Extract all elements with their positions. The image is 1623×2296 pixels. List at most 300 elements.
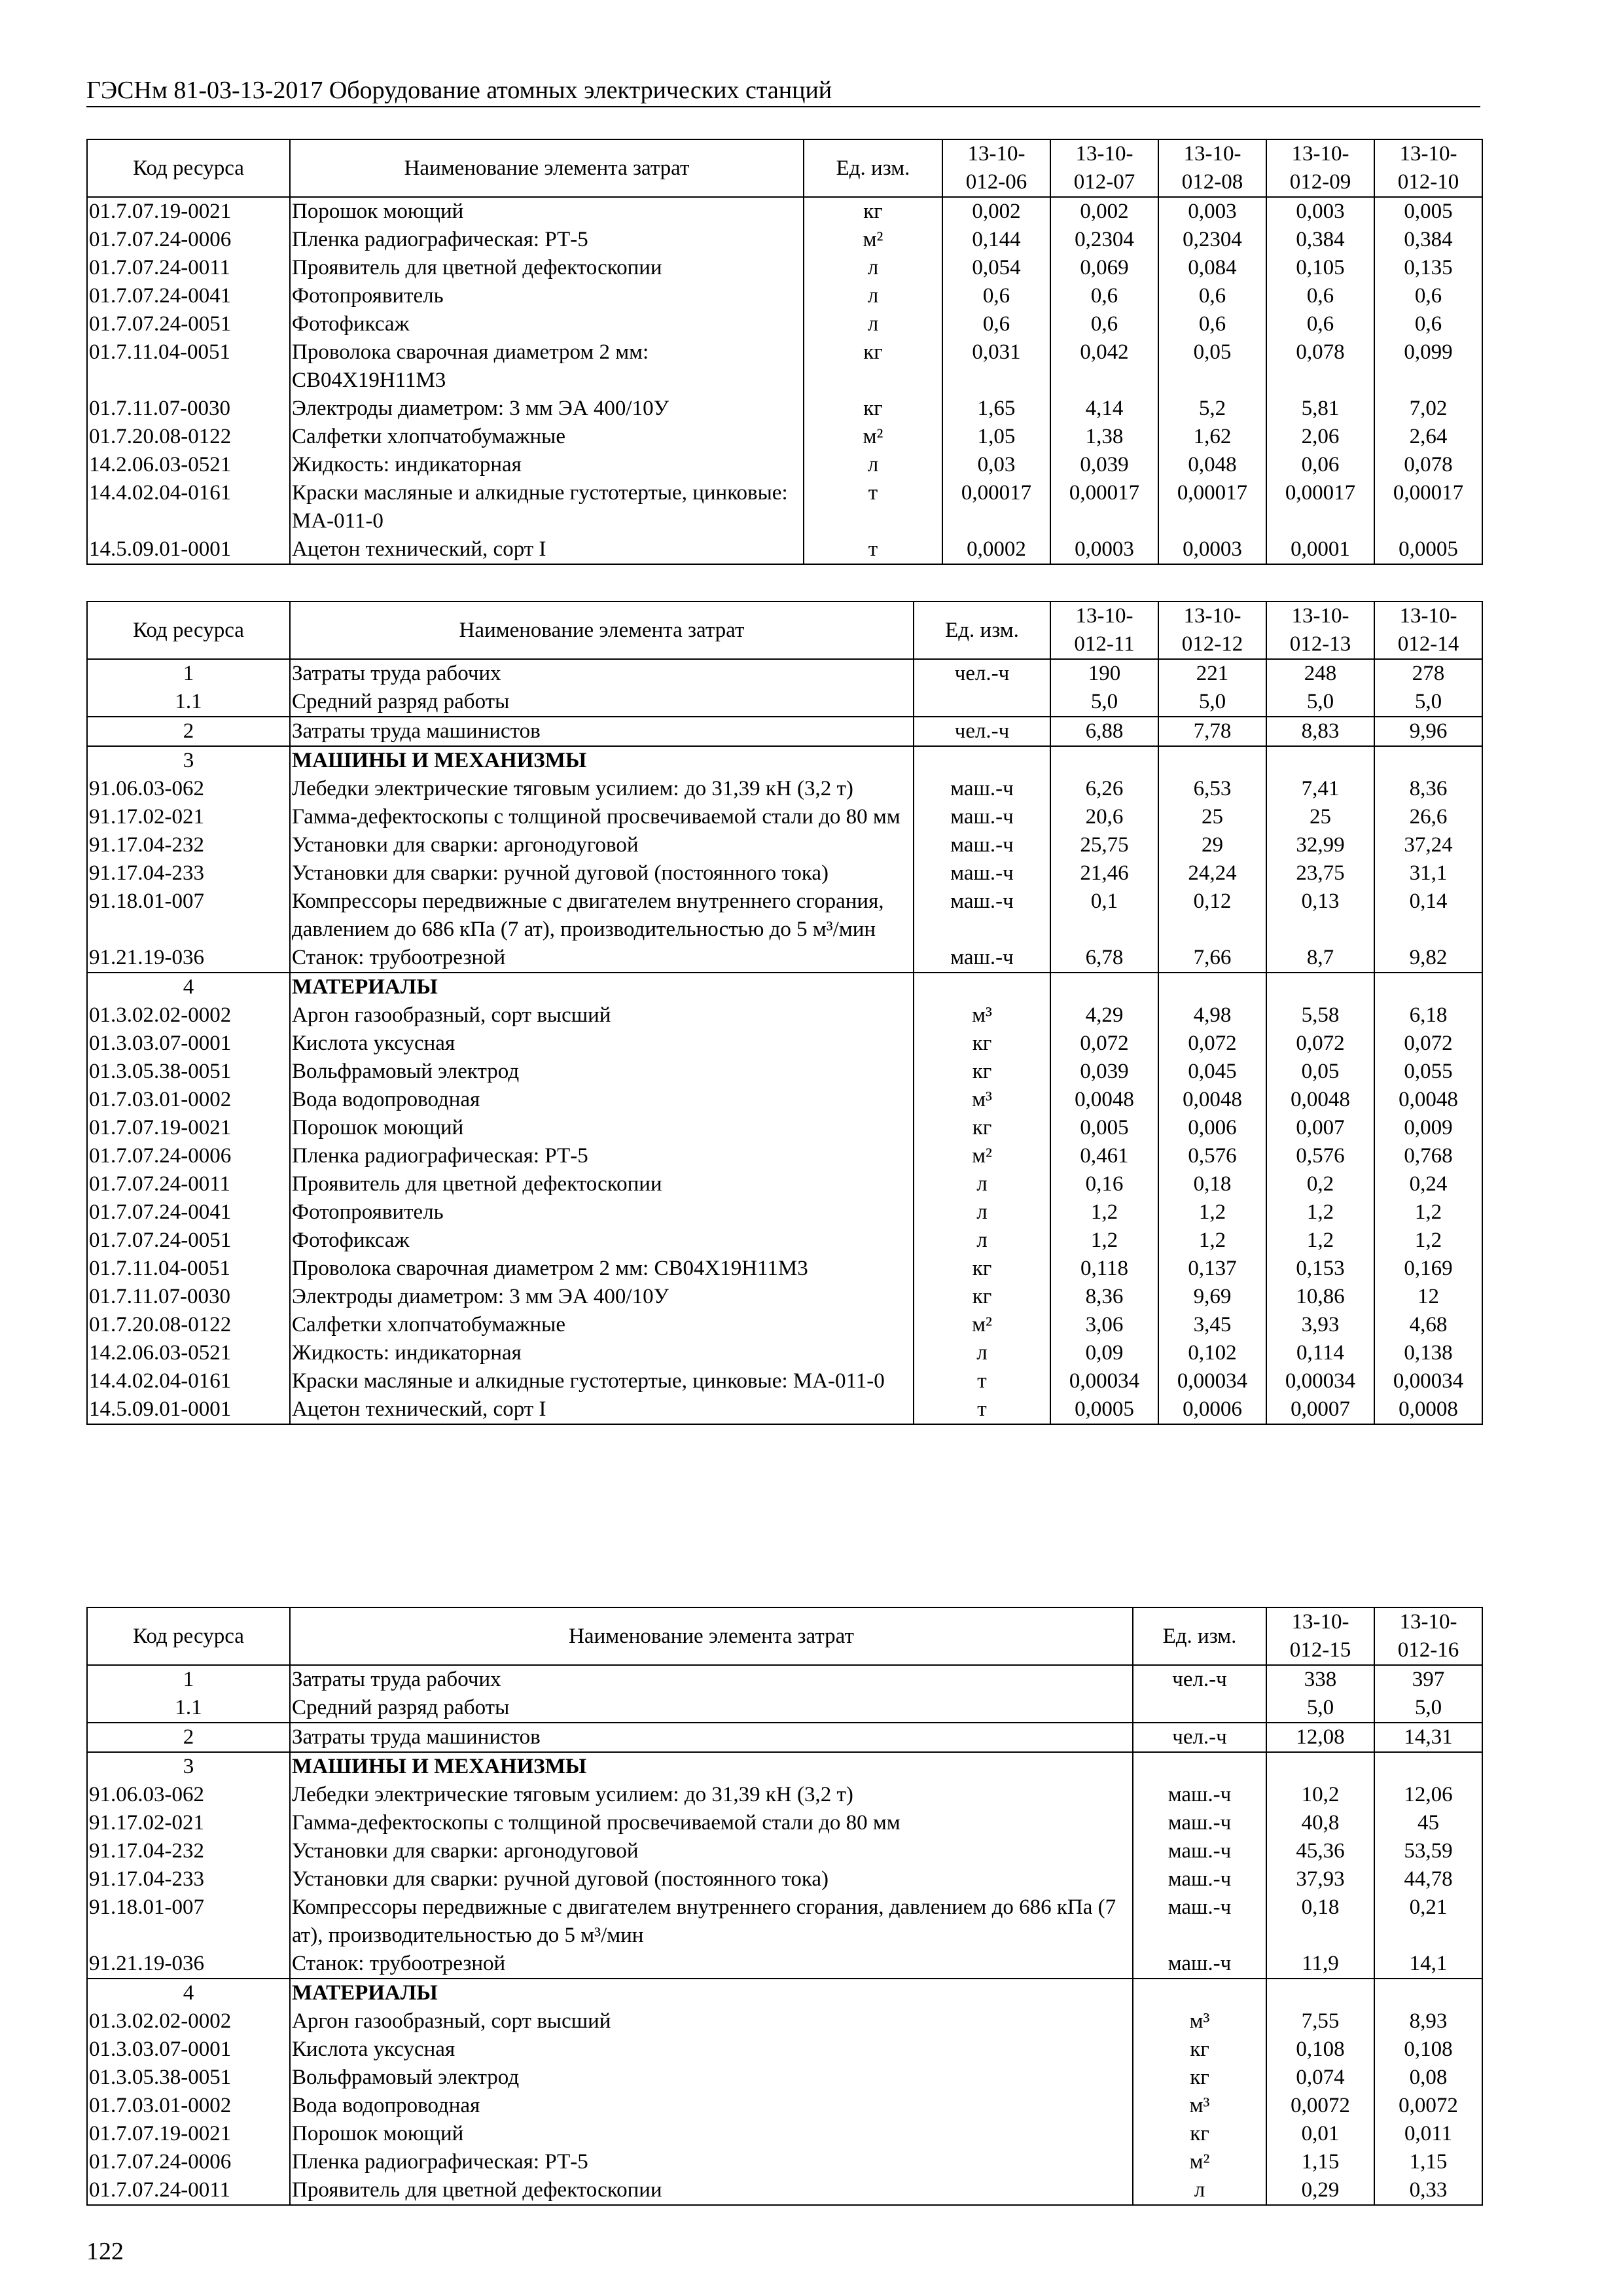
resource-name-cell: Вода водопроводная	[290, 2092, 1133, 2120]
value-cell: 0,0048	[1266, 1086, 1374, 1114]
table-row	[87, 282, 1482, 310]
value-cell: 0,6	[1266, 310, 1374, 338]
value-cell: 8,93	[1374, 2007, 1482, 2036]
unit-cell: т	[804, 535, 942, 564]
resource-code-cell: 3	[87, 1752, 290, 1781]
unit-cell	[1133, 1752, 1266, 1781]
table-row	[87, 1809, 1482, 1837]
resource-name-cell: Пленка радиографическая: РТ-5	[290, 1142, 914, 1170]
unit-cell: маш.-ч	[914, 944, 1050, 973]
value-cell: 0,011	[1374, 2120, 1482, 2148]
resource-code-cell: 01.7.07.19-0021	[87, 197, 290, 226]
table-row	[87, 254, 1482, 282]
resource-code-cell: 01.7.07.24-0011	[87, 2176, 290, 2205]
value-cell: 0,069	[1050, 254, 1158, 282]
value-cell: 3,06	[1050, 1311, 1158, 1339]
header-code-column: Код ресурса	[87, 1607, 290, 1665]
value-cell: 8,83	[1266, 717, 1374, 746]
value-cell: 0,144	[942, 226, 1050, 254]
value-cell: 40,8	[1266, 1809, 1374, 1837]
value-cell: 0,0003	[1158, 535, 1266, 564]
unit-cell: кг	[804, 395, 942, 423]
header-unit-column: Ед. изм.	[1133, 1607, 1266, 1665]
value-cell: 1,2	[1266, 1198, 1374, 1227]
resource-name-cell: Фотофиксаж	[290, 310, 804, 338]
value-cell: 0,13	[1266, 888, 1374, 944]
page-number: 122	[86, 2238, 124, 2265]
header-norm-code: 13-10- 012-07	[1050, 139, 1158, 197]
unit-cell	[1133, 1979, 1266, 2007]
resource-code-cell: 91.17.04-233	[87, 859, 290, 888]
value-cell: 3,45	[1158, 1311, 1266, 1339]
unit-cell: м²	[804, 423, 942, 451]
value-cell: 21,46	[1050, 859, 1158, 888]
header-code-column: Код ресурса	[87, 139, 290, 197]
value-cell: 0,384	[1374, 226, 1482, 254]
resource-code-cell: 01.7.11.07-0030	[87, 395, 290, 423]
value-cell: 9,96	[1374, 717, 1482, 746]
resource-name-cell: Средний разряд работы	[290, 688, 914, 717]
unit-cell: чел.-ч	[1133, 1665, 1266, 1694]
unit-cell: л	[804, 254, 942, 282]
value-cell	[1266, 973, 1374, 1001]
resource-name-cell: Установки для сварки: аргонодуговой	[290, 1837, 1133, 1865]
resource-name-cell: Электроды диаметром: 3 мм ЭА 400/10У	[290, 1283, 914, 1311]
table-row	[87, 1781, 1482, 1809]
value-cell: 0,384	[1266, 226, 1374, 254]
value-cell: 0,14	[1374, 888, 1482, 944]
unit-cell: кг	[914, 1283, 1050, 1311]
value-cell: 0,169	[1374, 1255, 1482, 1283]
table-row	[87, 310, 1482, 338]
resource-code-cell: 01.3.02.02-0002	[87, 2007, 290, 2036]
value-cell: 1,15	[1266, 2148, 1374, 2176]
resource-code-cell: 91.21.19-036	[87, 944, 290, 973]
unit-cell: л	[914, 1170, 1050, 1198]
value-cell: 0,6	[1374, 282, 1482, 310]
unit-cell: м²	[914, 1142, 1050, 1170]
value-cell: 12,06	[1374, 1781, 1482, 1809]
header-norm-code: 13-10- 012-12	[1158, 601, 1266, 659]
value-cell: 0,6	[942, 310, 1050, 338]
table-row	[87, 1114, 1482, 1142]
resource-name-cell: МАШИНЫ И МЕХАНИЗМЫ	[290, 1752, 1133, 1781]
resource-code-cell: 01.7.07.24-0041	[87, 282, 290, 310]
resource-name-cell: Затраты труда машинистов	[290, 717, 914, 746]
value-cell: 32,99	[1266, 831, 1374, 859]
resource-code-cell: 4	[87, 973, 290, 1001]
value-cell	[1050, 973, 1158, 1001]
value-cell: 0,00034	[1266, 1367, 1374, 1395]
value-cell: 0,24	[1374, 1170, 1482, 1198]
value-cell: 0,042	[1050, 338, 1158, 395]
resource-name-cell: Порошок моющий	[290, 1114, 914, 1142]
header-name-column: Наименование элемента затрат	[290, 1607, 1133, 1665]
value-cell: 53,59	[1374, 1837, 1482, 1865]
resource-table-2	[86, 601, 1483, 1425]
value-cell: 5,58	[1266, 1001, 1374, 1030]
value-cell: 7,78	[1158, 717, 1266, 746]
unit-cell: чел.-ч	[1133, 1723, 1266, 1752]
value-cell: 0,118	[1050, 1255, 1158, 1283]
value-cell: 5,0	[1374, 688, 1482, 717]
unit-cell: маш.-ч	[1133, 1781, 1266, 1809]
resource-code-cell: 1.1	[87, 688, 290, 717]
unit-cell: л	[804, 451, 942, 479]
resource-code-cell: 91.17.02-021	[87, 1809, 290, 1837]
unit-cell: л	[914, 1227, 1050, 1255]
unit-cell: л	[914, 1198, 1050, 1227]
resource-name-cell: Компрессоры передвижные с двигателем внутреннего сгорания, давлением до 686 кПа (7 ат), производительностью до 5 м³/мин	[290, 888, 914, 944]
table-row	[87, 1198, 1482, 1227]
value-cell: 0,05	[1158, 338, 1266, 395]
value-cell: 0,0072	[1374, 2092, 1482, 2120]
resource-code-cell: 01.7.07.24-0006	[87, 2148, 290, 2176]
resource-code-cell: 01.3.03.07-0001	[87, 1030, 290, 1058]
resource-code-cell: 91.17.04-232	[87, 1837, 290, 1865]
unit-cell: маш.-ч	[914, 803, 1050, 831]
value-cell: 0,768	[1374, 1142, 1482, 1170]
value-cell: 0,0072	[1266, 2092, 1374, 2120]
table-row	[87, 2120, 1482, 2148]
value-cell: 0,2	[1266, 1170, 1374, 1198]
header-unit-column: Ед. изм.	[804, 139, 942, 197]
value-cell: 20,6	[1050, 803, 1158, 831]
unit-cell: кг	[804, 197, 942, 226]
value-cell: 0,0002	[942, 535, 1050, 564]
value-cell: 0,00017	[942, 479, 1050, 535]
resource-code-cell: 01.7.07.24-0006	[87, 1142, 290, 1170]
value-cell: 0,16	[1050, 1170, 1158, 1198]
unit-cell: маш.-ч	[1133, 1837, 1266, 1865]
unit-cell: маш.-ч	[914, 859, 1050, 888]
value-cell: 0,0005	[1374, 535, 1482, 564]
resource-name-cell: Салфетки хлопчатобумажные	[290, 1311, 914, 1339]
unit-cell: м³	[914, 1086, 1050, 1114]
resource-table-3	[86, 1607, 1483, 2206]
unit-cell	[914, 973, 1050, 1001]
unit-cell: т	[914, 1395, 1050, 1424]
table-header-row	[87, 1607, 1482, 1665]
table-row	[87, 2148, 1482, 2176]
value-cell: 0,039	[1050, 451, 1158, 479]
unit-cell: маш.-ч	[1133, 1950, 1266, 1979]
value-cell: 0,105	[1266, 254, 1374, 282]
table-row	[87, 1723, 1482, 1752]
value-cell: 0,18	[1266, 1893, 1374, 1950]
value-cell: 0,048	[1158, 451, 1266, 479]
value-cell: 0,06	[1266, 451, 1374, 479]
table-row	[87, 2007, 1482, 2036]
resource-code-cell: 14.2.06.03-0521	[87, 451, 290, 479]
resource-name-cell: Проявитель для цветной дефектоскопии	[290, 2176, 1133, 2205]
table-row	[87, 197, 1482, 226]
table-row	[87, 1255, 1482, 1283]
value-cell: 0,002	[942, 197, 1050, 226]
value-cell: 12	[1374, 1283, 1482, 1311]
resource-name-cell: Аргон газообразный, сорт высший	[290, 1001, 914, 1030]
unit-cell: л	[1133, 2176, 1266, 2205]
resource-name-cell: Фотопроявитель	[290, 1198, 914, 1227]
value-cell: 0,6	[1158, 282, 1266, 310]
value-cell: 1,65	[942, 395, 1050, 423]
value-cell: 24,24	[1158, 859, 1266, 888]
resource-name-cell: Жидкость: индикаторная	[290, 451, 804, 479]
resource-code-cell: 01.3.02.02-0002	[87, 1001, 290, 1030]
value-cell: 3,93	[1266, 1311, 1374, 1339]
value-cell	[1050, 746, 1158, 775]
value-cell: 0,576	[1158, 1142, 1266, 1170]
resource-code-cell: 01.7.03.01-0002	[87, 2092, 290, 2120]
resource-code-cell: 91.17.04-233	[87, 1865, 290, 1893]
table-row	[87, 1030, 1482, 1058]
value-cell: 397	[1374, 1665, 1482, 1694]
table-row	[87, 1395, 1482, 1424]
unit-cell: м³	[914, 1001, 1050, 1030]
resource-code-cell: 1.1	[87, 1694, 290, 1723]
table-row	[87, 1170, 1482, 1198]
value-cell: 0,08	[1374, 2064, 1482, 2092]
value-cell: 0,00017	[1266, 479, 1374, 535]
table-row	[87, 479, 1482, 535]
value-cell: 31,1	[1374, 859, 1482, 888]
value-cell: 0,1	[1050, 888, 1158, 944]
value-cell: 0,153	[1266, 1255, 1374, 1283]
value-cell: 7,41	[1266, 775, 1374, 803]
resource-code-cell: 14.5.09.01-0001	[87, 1395, 290, 1424]
table-row	[87, 803, 1482, 831]
value-cell: 0,135	[1374, 254, 1482, 282]
resource-code-cell: 91.17.04-232	[87, 831, 290, 859]
resource-code-cell: 01.3.05.38-0051	[87, 2064, 290, 2092]
table-row	[87, 1752, 1482, 1781]
resource-name-cell: Проявитель для цветной дефектоскопии	[290, 1170, 914, 1198]
value-cell: 1,2	[1158, 1198, 1266, 1227]
resource-table-1	[86, 139, 1483, 565]
resource-name-cell: Аргон газообразный, сорт высший	[290, 2007, 1133, 2036]
value-cell: 10,2	[1266, 1781, 1374, 1809]
value-cell	[1374, 746, 1482, 775]
resource-code-cell: 4	[87, 1979, 290, 2007]
table-row	[87, 717, 1482, 746]
table-row	[87, 1311, 1482, 1339]
resource-name-cell: Вольфрамовый электрод	[290, 2064, 1133, 2092]
unit-cell: м³	[1133, 2007, 1266, 2036]
value-cell: 8,36	[1050, 1283, 1158, 1311]
value-cell: 0,114	[1266, 1339, 1374, 1367]
value-cell: 0,084	[1158, 254, 1266, 282]
value-cell: 1,2	[1050, 1198, 1158, 1227]
table-row	[87, 746, 1482, 775]
value-cell: 23,75	[1266, 859, 1374, 888]
value-cell: 0,078	[1266, 338, 1374, 395]
value-cell: 44,78	[1374, 1865, 1482, 1893]
resource-name-cell: Средний разряд работы	[290, 1694, 1133, 1723]
table-row	[87, 1001, 1482, 1030]
header-norm-code: 13-10- 012-08	[1158, 139, 1266, 197]
resource-code-cell: 01.7.20.08-0122	[87, 423, 290, 451]
unit-cell: л	[804, 310, 942, 338]
table-row	[87, 1283, 1482, 1311]
unit-cell: т	[914, 1367, 1050, 1395]
resource-code-cell: 01.7.11.04-0051	[87, 338, 290, 395]
resource-code-cell: 01.7.20.08-0122	[87, 1311, 290, 1339]
value-cell: 0,2304	[1158, 226, 1266, 254]
header-norm-code: 13-10- 012-16	[1374, 1607, 1482, 1665]
value-cell: 0,00017	[1374, 479, 1482, 535]
value-cell: 0,005	[1374, 197, 1482, 226]
resource-name-cell: Станок: трубоотрезной	[290, 944, 914, 973]
resource-name-cell: Кислота уксусная	[290, 2036, 1133, 2064]
value-cell: 25	[1158, 803, 1266, 831]
value-cell: 0,01	[1266, 2120, 1374, 2148]
value-cell: 29	[1158, 831, 1266, 859]
value-cell: 0,078	[1374, 451, 1482, 479]
resource-name-cell: Жидкость: индикаторная	[290, 1339, 914, 1367]
value-cell: 0,29	[1266, 2176, 1374, 2205]
value-cell: 8,7	[1266, 944, 1374, 973]
unit-cell: л	[914, 1339, 1050, 1367]
value-cell: 0,003	[1158, 197, 1266, 226]
value-cell: 1,2	[1050, 1227, 1158, 1255]
resource-code-cell: 01.7.07.19-0021	[87, 2120, 290, 2148]
table-row	[87, 338, 1482, 395]
header-code-column: Код ресурса	[87, 601, 290, 659]
value-cell: 0,00017	[1158, 479, 1266, 535]
resource-code-cell: 01.7.11.04-0051	[87, 1255, 290, 1283]
resource-name-cell: Краски масляные и алкидные густотертые, цинковые: МА-011-0	[290, 479, 804, 535]
value-cell: 0,072	[1158, 1030, 1266, 1058]
unit-cell: т	[804, 479, 942, 535]
resource-name-cell: Проволока сварочная диаметром 2 мм: СВ04Х19Н11М3	[290, 1255, 914, 1283]
table-row	[87, 2176, 1482, 2205]
value-cell: 0,055	[1374, 1058, 1482, 1086]
resource-name-cell: МАТЕРИАЛЫ	[290, 1979, 1133, 2007]
value-cell: 26,6	[1374, 803, 1482, 831]
header-norm-code: 13-10- 012-10	[1374, 139, 1482, 197]
value-cell: 0,05	[1266, 1058, 1374, 1086]
table-row	[87, 973, 1482, 1001]
value-cell: 0,137	[1158, 1255, 1266, 1283]
value-cell: 0,461	[1050, 1142, 1158, 1170]
unit-cell: маш.-ч	[1133, 1865, 1266, 1893]
resource-name-cell: МАШИНЫ И МЕХАНИЗМЫ	[290, 746, 914, 775]
value-cell	[1158, 973, 1266, 1001]
table-row	[87, 1665, 1482, 1694]
unit-cell: кг	[1133, 2036, 1266, 2064]
resource-name-cell: Кислота уксусная	[290, 1030, 914, 1058]
value-cell: 4,98	[1158, 1001, 1266, 1030]
resource-name-cell: Установки для сварки: ручной дуговой (постоянного тока)	[290, 859, 914, 888]
value-cell: 0,007	[1266, 1114, 1374, 1142]
value-cell: 5,0	[1266, 1694, 1374, 1723]
unit-cell: м²	[914, 1311, 1050, 1339]
resource-name-cell: Гамма-дефектоскопы с толщиной просвечиваемой стали до 80 мм	[290, 1809, 1133, 1837]
unit-cell: маш.-ч	[914, 888, 1050, 944]
resource-code-cell: 91.18.01-007	[87, 888, 290, 944]
unit-cell: м³	[1133, 2092, 1266, 2120]
resource-name-cell: Затраты труда рабочих	[290, 1665, 1133, 1694]
value-cell: 5,81	[1266, 395, 1374, 423]
value-cell: 6,53	[1158, 775, 1266, 803]
table-row	[87, 1086, 1482, 1114]
value-cell: 0,21	[1374, 1893, 1482, 1950]
table-header-row	[87, 601, 1482, 659]
value-cell: 14,31	[1374, 1723, 1482, 1752]
resource-code-cell: 01.7.07.24-0051	[87, 1227, 290, 1255]
unit-cell: л	[804, 282, 942, 310]
resource-code-cell: 91.06.03-062	[87, 1781, 290, 1809]
resource-name-cell: Установки для сварки: аргонодуговой	[290, 831, 914, 859]
value-cell	[1266, 1979, 1374, 2007]
value-cell: 0,6	[1266, 282, 1374, 310]
value-cell: 5,0	[1050, 688, 1158, 717]
value-cell: 4,29	[1050, 1001, 1158, 1030]
table-row	[87, 1339, 1482, 1367]
value-cell: 338	[1266, 1665, 1374, 1694]
resource-name-cell: Порошок моющий	[290, 197, 804, 226]
value-cell: 7,55	[1266, 2007, 1374, 2036]
value-cell: 6,88	[1050, 717, 1158, 746]
value-cell: 0,002	[1050, 197, 1158, 226]
resource-code-cell: 01.7.07.24-0006	[87, 226, 290, 254]
value-cell: 0,074	[1266, 2064, 1374, 2092]
value-cell: 4,14	[1050, 395, 1158, 423]
resource-name-cell: Лебедки электрические тяговым усилием: до 31,39 кН (3,2 т)	[290, 775, 914, 803]
value-cell: 0,054	[942, 254, 1050, 282]
value-cell: 278	[1374, 659, 1482, 688]
value-cell: 9,69	[1158, 1283, 1266, 1311]
table-row	[87, 831, 1482, 859]
value-cell: 0,33	[1374, 2176, 1482, 2205]
resource-name-cell: Пленка радиографическая: РТ-5	[290, 226, 804, 254]
resource-name-cell: Краски масляные и алкидные густотертые, цинковые: МА-011-0	[290, 1367, 914, 1395]
value-cell: 0,0048	[1050, 1086, 1158, 1114]
resource-name-cell: Порошок моющий	[290, 2120, 1133, 2148]
resource-name-cell: Затраты труда рабочих	[290, 659, 914, 688]
header-norm-code: 13-10- 012-06	[942, 139, 1050, 197]
resource-name-cell: Пленка радиографическая: РТ-5	[290, 2148, 1133, 2176]
value-cell: 5,0	[1266, 688, 1374, 717]
value-cell: 37,24	[1374, 831, 1482, 859]
value-cell: 0,003	[1266, 197, 1374, 226]
value-cell: 7,66	[1158, 944, 1266, 973]
table-row	[87, 1950, 1482, 1979]
value-cell: 4,68	[1374, 1311, 1482, 1339]
table-row	[87, 535, 1482, 564]
resource-name-cell: Электроды диаметром: 3 мм ЭА 400/10У	[290, 395, 804, 423]
value-cell: 0,0007	[1266, 1395, 1374, 1424]
value-cell: 10,86	[1266, 1283, 1374, 1311]
value-cell: 0,0001	[1266, 535, 1374, 564]
value-cell: 0,576	[1266, 1142, 1374, 1170]
value-cell: 1,05	[942, 423, 1050, 451]
value-cell	[1374, 1979, 1482, 2007]
resource-code-cell: 3	[87, 746, 290, 775]
resource-name-cell: Проявитель для цветной дефектоскопии	[290, 254, 804, 282]
value-cell: 9,82	[1374, 944, 1482, 973]
header-norm-code: 13-10- 012-11	[1050, 601, 1158, 659]
unit-cell: кг	[914, 1114, 1050, 1142]
value-cell: 0,6	[942, 282, 1050, 310]
resource-code-cell: 1	[87, 1665, 290, 1694]
resource-name-cell: Затраты труда машинистов	[290, 1723, 1133, 1752]
value-cell: 5,0	[1374, 1694, 1482, 1723]
table-header-row	[87, 139, 1482, 197]
unit-cell: маш.-ч	[914, 831, 1050, 859]
table-row	[87, 859, 1482, 888]
value-cell: 0,045	[1158, 1058, 1266, 1086]
